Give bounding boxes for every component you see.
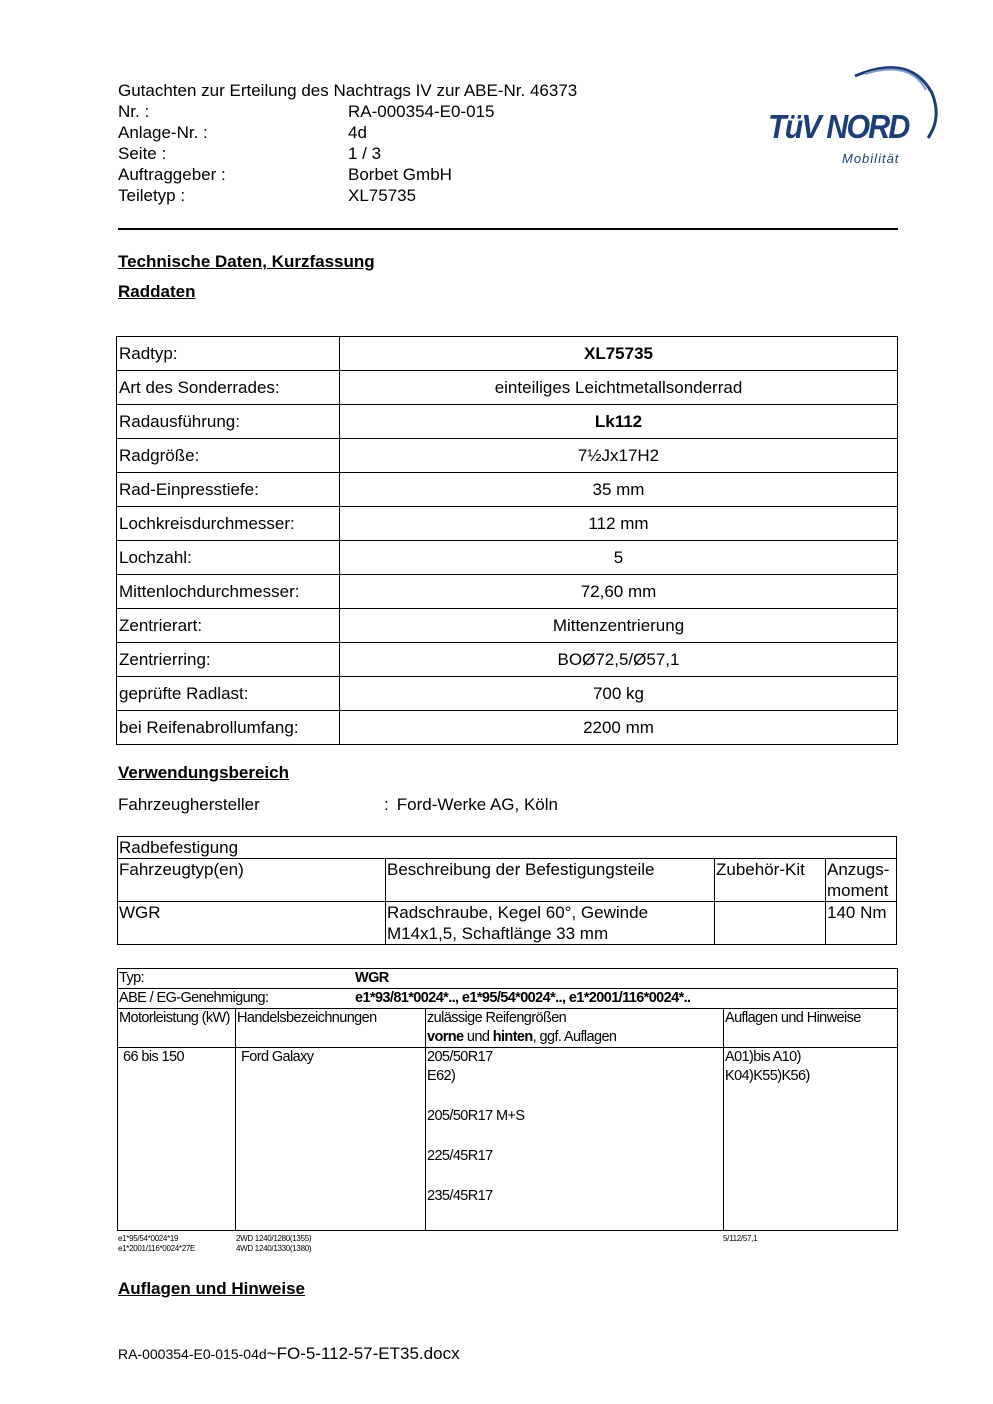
table-row [118, 989, 898, 1009]
header-motor: Motorleistung (kW) [118, 1009, 236, 1048]
hersteller-value: Ford-Werke AG, Köln [396, 795, 558, 814]
rad-value: 35 mm [340, 473, 898, 507]
rad-label: Zentrierart: [117, 609, 340, 643]
table-row [117, 609, 898, 643]
header-auflagen: Auflagen und Hinweise [724, 1009, 898, 1048]
table-row [118, 837, 897, 859]
befestigung-title: Radbefestigung [118, 837, 897, 859]
rad-label: Art des Sonderrades: [117, 371, 340, 405]
cell-kit [715, 902, 826, 945]
footnote-line: e1*2001/116*0024*27E [118, 1244, 196, 1253]
footnote-line: 4WD 1240/1330(1380) [236, 1244, 312, 1253]
header-reifen-vorne: vorne [427, 1029, 464, 1045]
table-header-row [118, 859, 897, 902]
header-moment-line: Anzugs- [827, 860, 890, 879]
typ-table [117, 968, 898, 1231]
typ-row [118, 969, 898, 989]
footnote-line: e1*95/54*0024*19 [118, 1234, 179, 1243]
hersteller-sep: : [384, 795, 389, 814]
cell-typ: WGR [118, 902, 386, 945]
logo-brand: TüV NORD [768, 108, 909, 145]
rad-value: XL75735 [340, 337, 898, 371]
header-key: Nr. : [118, 102, 150, 121]
cell-reifen [426, 1048, 724, 1231]
rad-value: einteiliges Leichtmetallsonderrad [340, 371, 898, 405]
rad-value: Mittenzentrierung [340, 609, 898, 643]
typ-label: Typ: [119, 970, 144, 986]
tuv-nord-logo [760, 58, 945, 173]
table-row [117, 337, 898, 371]
rad-value: BOØ72,5/Ø57,1 [340, 643, 898, 677]
header-anzugsmoment [826, 859, 897, 902]
auflagen-line: A01)bis A10) [725, 1049, 801, 1065]
raddaten-table [116, 336, 898, 745]
rad-value: 72,60 mm [340, 575, 898, 609]
header-field-seite [118, 143, 577, 164]
rad-label: Radausführung: [117, 405, 340, 439]
cell-handel: Ford Galaxy [236, 1048, 426, 1231]
typ-value: WGR [355, 970, 389, 986]
table-row [117, 439, 898, 473]
rad-value: 2200 mm [340, 711, 898, 745]
table-row [118, 1048, 898, 1231]
table-row [117, 405, 898, 439]
section-auflagen: Auflagen und Hinweise [118, 1279, 306, 1298]
section-technische-daten: Technische Daten, Kurzfassung [118, 252, 375, 271]
hersteller-label: Fahrzeughersteller [118, 795, 260, 814]
footnote-line: 2WD 1240/1280(1355) [236, 1234, 312, 1243]
rad-value: 112 mm [340, 507, 898, 541]
header-key: Seite : [118, 144, 167, 163]
header-reifen-line2 [427, 1028, 722, 1047]
rad-label: bei Reifenabrollumfang: [117, 711, 340, 745]
reifen-line: E62) [427, 1068, 456, 1084]
reifen-spacer [427, 1166, 722, 1187]
table-header-row [118, 1009, 898, 1048]
footnote-col1 [118, 1234, 195, 1254]
radbefestigung-table [117, 836, 897, 945]
reifen-line: 205/50R17 [427, 1049, 493, 1065]
reifen-line: 225/45R17 [427, 1148, 493, 1164]
cell-beschreibung: Radschraube, Kegel 60°, Gewinde M14x1,5, Schaftlänge 33 mm [386, 902, 715, 945]
header-field-auftraggeber [118, 164, 577, 185]
document-header [118, 80, 577, 206]
auflagen-line: K04)K55)K56) [725, 1068, 810, 1084]
rad-value: Lk112 [340, 405, 898, 439]
rad-label: geprüfte Radlast: [117, 677, 340, 711]
reifen-line: 235/45R17 [427, 1188, 493, 1204]
table-row [117, 473, 898, 507]
footer-suffix: ~FO-5-112-57-ET35.docx [266, 1344, 460, 1363]
header-key: Teiletyp : [118, 186, 186, 205]
header-key: Auftraggeber : [118, 165, 226, 184]
header-value: XL75735 [348, 186, 417, 205]
footer-filename [118, 1344, 460, 1364]
cell-motor: 66 bis 150 [118, 1048, 236, 1231]
rad-label: Lochkreisdurchmesser: [117, 507, 340, 541]
header-reifen [426, 1009, 724, 1048]
header-zubehoer: Zubehör-Kit [715, 859, 826, 902]
fahrzeughersteller [118, 795, 558, 815]
cell-auflagen [724, 1048, 898, 1231]
footnote-col4: 5/112/57,1 [723, 1234, 758, 1243]
rad-value: 700 kg [340, 677, 898, 711]
rad-value: 7½Jx17H2 [340, 439, 898, 473]
header-fahrzeugtyp: Fahrzeugtyp(en) [118, 859, 386, 902]
header-reifen-post: , ggf. Auflagen [532, 1029, 617, 1045]
header-value: 1 / 3 [348, 144, 382, 163]
rad-label: Mittenlochdurchmesser: [117, 575, 340, 609]
header-value: RA-000354-E0-015 [348, 102, 495, 121]
table-row [117, 575, 898, 609]
reifen-line: 205/50R17 M+S [427, 1108, 525, 1124]
header-beschreibung: Beschreibung der Befestigungsteile [386, 859, 715, 902]
rad-label: Radtyp: [117, 337, 340, 371]
reifen-spacer [427, 1126, 722, 1147]
rad-label: Lochzahl: [117, 541, 340, 575]
header-field-anlage [118, 122, 577, 143]
table-row [117, 677, 898, 711]
abe-label: ABE / EG-Genehmigung: [119, 990, 269, 1006]
abe-value: e1*93/81*0024*.., e1*95/54*0024*.., e1*2001/116*0024*.. [355, 990, 691, 1006]
section-raddaten: Raddaten [118, 282, 196, 301]
table-row [118, 902, 897, 945]
header-divider [118, 228, 898, 230]
table-row [117, 541, 898, 575]
reifen-spacer [427, 1086, 722, 1107]
footnote-col2 [236, 1234, 311, 1254]
cell-moment: 140 Nm [826, 902, 897, 945]
rad-value: 5 [340, 541, 898, 575]
header-field-nr [118, 101, 577, 122]
table-row [117, 711, 898, 745]
footer-prefix: RA-000354-E0-015-04d [118, 1346, 267, 1362]
header-value: 4d [348, 123, 367, 142]
logo-sub: Mobilität [842, 151, 900, 166]
table-row [118, 969, 898, 989]
header-moment-line: moment [827, 881, 889, 900]
section-verwendungsbereich: Verwendungsbereich [118, 763, 289, 782]
header-reifen-line: zulässige Reifengrößen [427, 1010, 567, 1026]
rad-label: Radgröße: [117, 439, 340, 473]
table-row [117, 371, 898, 405]
header-key: Anlage-Nr. : [118, 123, 208, 142]
header-handel: Handelsbezeichnungen [236, 1009, 426, 1048]
header-reifen-hinten: hinten [492, 1029, 533, 1045]
rad-label: Rad-Einpresstiefe: [117, 473, 340, 507]
header-field-teiletyp [118, 185, 577, 206]
header-reifen-und: und [463, 1029, 493, 1045]
document-title: Gutachten zur Erteilung des Nachtrags IV zur ABE-Nr. 46373 [118, 81, 578, 100]
table-row [117, 507, 898, 541]
abe-row [118, 989, 898, 1009]
header-value: Borbet GmbH [348, 165, 452, 184]
table-row [117, 643, 898, 677]
rad-label: Zentrierring: [117, 643, 340, 677]
